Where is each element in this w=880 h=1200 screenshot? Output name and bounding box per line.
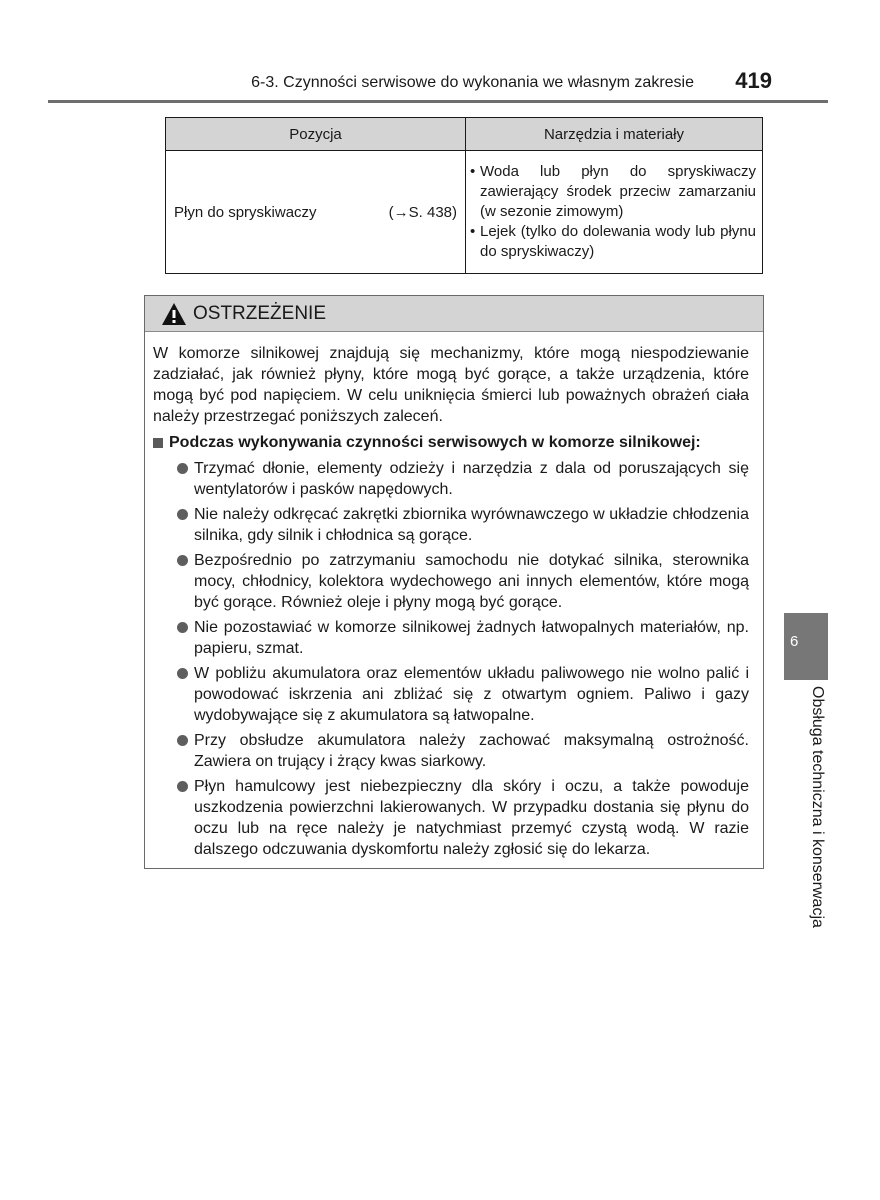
list-item: • Woda lub płyn do spryskiwaczy zawierający środek przeciw zamarzaniu (w sezonie zimowym): [470, 163, 756, 220]
header-divider: [48, 100, 828, 103]
table-header-row: [166, 118, 763, 151]
chapter-tab: [784, 613, 828, 680]
list-item: Nie pozostawiać w komorze silnikowej żadnych łatwopalnych materiałów, np. papieru, szmat.: [153, 617, 749, 659]
list-item: Płyn hamulcowy jest niebezpieczny dla skóry i oczu, a także powoduje uszkodzenia powierzchni lakierowanych. W przypadku dostania się płynu do oczu lub na ręce należy je natychmiast przemyć czystą wodą. W razie dalszego odczuwania dyskomfortu należy zgłosić się do lekarza.: [153, 776, 749, 860]
warning-box: [144, 295, 764, 869]
warning-intro: W komorze silnikowej znajdują się mechanizmy, które mogą niespodziewanie zadziałać, jak również płyny, które mogą być gorące, a także urządzenia, które mogą być pod napięciem. W celu uniknięcia śmierci lub poważnych obrażeń ciała należy przestrzegać poniższych zaleceń.: [153, 345, 749, 425]
column-header: Pozycja: [166, 118, 466, 151]
tools-table: [165, 117, 763, 274]
bullet-dot-icon: •: [470, 163, 476, 180]
page-reference: (→S. 438): [388, 203, 457, 221]
list-item: Przy obsłudze akumulatora należy zachować maksymalną ostrożność. Zawiera on trujący i żrący kwas siarkowy.: [153, 730, 749, 772]
column-header: Narzędzia i materiały: [466, 118, 763, 151]
table-cell-item: [166, 151, 466, 274]
circle-bullet-icon: [177, 463, 188, 474]
table-row: [166, 151, 763, 274]
chapter-number: 6: [790, 633, 799, 650]
warning-title: OSTRZEŻENIE: [193, 302, 327, 324]
page-header: [0, 0, 880, 106]
section-title: 6-3. Czynności serwisowe do wykonania we własnym zakresie: [251, 74, 694, 91]
bullet-dot-icon: •: [470, 223, 476, 240]
list-item: W pobliżu akumulatora oraz elementów układu paliwowego nie wolno palić i powodować iskrzenia ani zbliżać się z otwartym ogniem. Paliwo i gazy wydobywające się z akumulatora są łatwopalne.: [153, 663, 749, 726]
chapter-label: Obsługa techniczna i konserwacja: [809, 686, 826, 928]
circle-bullet-icon: [177, 509, 188, 520]
circle-bullet-icon: [177, 622, 188, 633]
page-number: 419: [735, 68, 772, 93]
list-item: Trzymać dłonie, elementy odzieży i narzędzia z dala od poruszających się wentylatorów i pasków napędowych.: [153, 458, 749, 500]
warning-body: [145, 332, 763, 860]
warning-triangle-icon: [161, 302, 187, 326]
warning-header: [145, 296, 763, 332]
circle-bullet-icon: [177, 555, 188, 566]
circle-bullet-icon: [177, 668, 188, 679]
list-item: • Lejek (tylko do dolewania wody lub płynu do spryskiwaczy): [470, 223, 756, 260]
square-bullet-icon: [153, 438, 163, 448]
list-item: Nie należy odkręcać zakrętki zbiornika wyrównawczego w układzie chłodzenia silnika, gdy silnik i chłodnica są gorące.: [153, 504, 749, 546]
circle-bullet-icon: [177, 781, 188, 792]
list-item: Bezpośrednio po zatrzymaniu samochodu nie dotykać silnika, sterownika mocy, chłodnicy, kolektora wydechowego ani innych elementów, które mogą być gorące. Również oleje i płyny mogą być gorące.: [153, 550, 749, 613]
circle-bullet-icon: [177, 735, 188, 746]
item-name: Płyn do spryskiwaczy: [174, 203, 317, 221]
table-cell-tools: [466, 151, 763, 274]
warning-list: [153, 458, 749, 860]
section-heading: Podczas wykonywania czynności serwisowych w komorze silnikowej:: [153, 432, 749, 454]
